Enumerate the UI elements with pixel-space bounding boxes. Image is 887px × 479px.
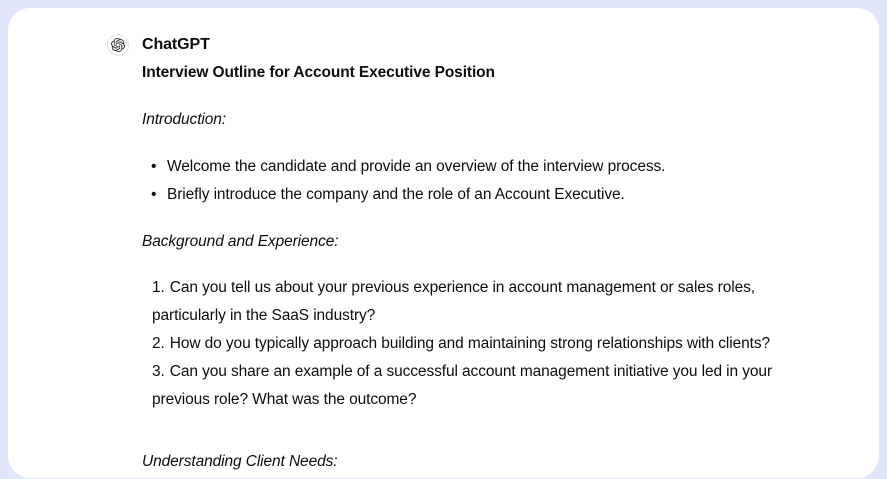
openai-logo-icon xyxy=(111,38,125,52)
list-item-text: How do you typically approach building and maintaining strong relationships with clients? xyxy=(169,335,770,352)
list-item-number: 1. xyxy=(152,279,165,296)
section-heading-introduction: Introduction: xyxy=(142,111,227,128)
sender-name: ChatGPT xyxy=(142,36,210,53)
list-item-number: 3. xyxy=(152,363,165,380)
numbered-list xyxy=(142,274,818,414)
list-item xyxy=(142,358,818,414)
bullet-list xyxy=(142,153,818,209)
section-heading-client-needs: Understanding Client Needs: xyxy=(142,453,338,470)
list-item xyxy=(142,181,818,209)
list-item-text: Can you share an example of a successful account management initiative you led in your previous role? What was the outcome? xyxy=(152,363,773,408)
list-item-text: Welcome the candidate and provide an overview of the interview process. xyxy=(167,158,666,175)
list-item xyxy=(142,274,818,330)
avatar xyxy=(107,34,129,56)
bullet-icon: • xyxy=(151,158,157,175)
message-title: Interview Outline for Account Executive Position xyxy=(142,64,495,81)
bullet-icon: • xyxy=(151,186,157,203)
list-item-text: Briefly introduce the company and the role of an Account Executive. xyxy=(167,186,625,203)
section-heading-background: Background and Experience: xyxy=(142,233,339,250)
list-item-number: 2. xyxy=(152,335,165,352)
list-item xyxy=(142,330,818,358)
message-content xyxy=(142,31,818,476)
list-item xyxy=(142,153,818,181)
chat-message-card xyxy=(8,8,879,478)
list-item-text: Can you tell us about your previous experience in account management or sales roles, particularly in the SaaS industry? xyxy=(152,279,755,324)
